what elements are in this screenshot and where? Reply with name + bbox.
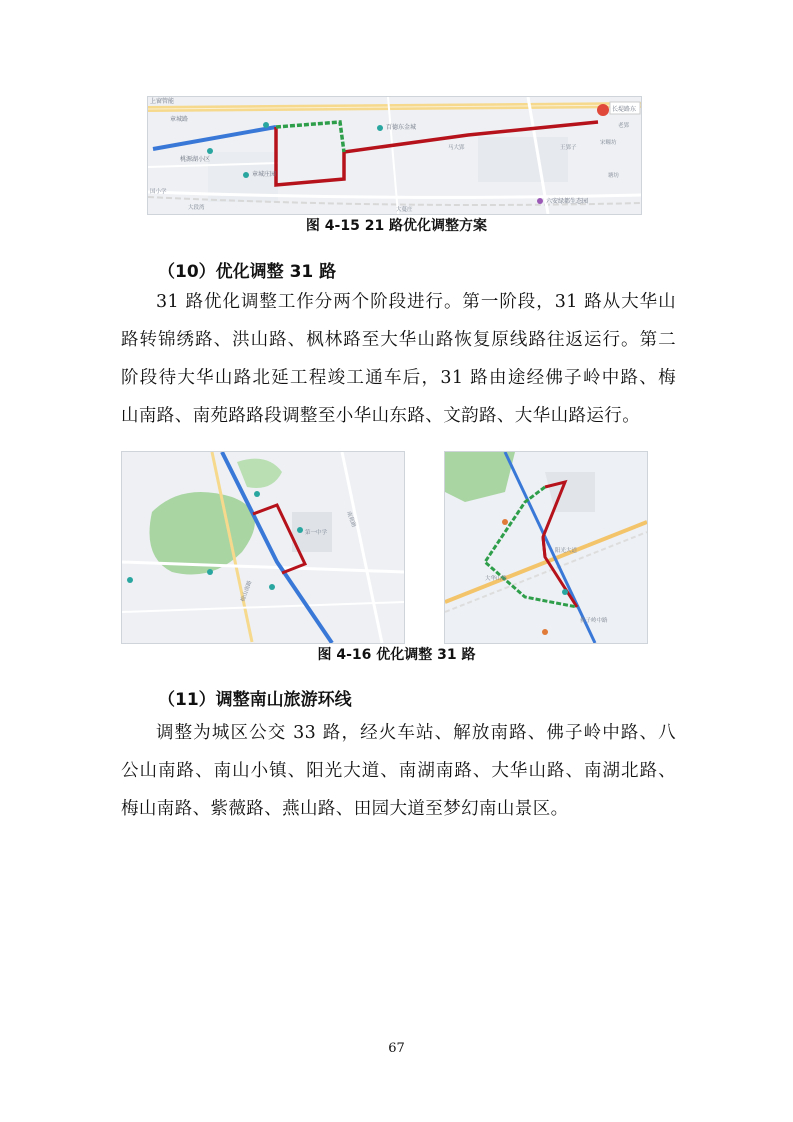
svg-text:王郢子: 王郢子 — [560, 145, 577, 151]
paragraph-line: 31 路优化调整工作分两个阶段进行。第一阶段，31 路从大华山 — [156, 292, 676, 312]
paragraph-line: 梅山南路、紫薇路、燕山路、田园大道至梦幻南山景区。 — [121, 799, 569, 819]
map-figure-4-16-left — [121, 451, 405, 644]
svg-text:六安绿都生态园: 六安绿都生态园 — [546, 198, 589, 205]
section-11-paragraph — [121, 714, 676, 828]
svg-text:宋疃坊: 宋疃坊 — [600, 140, 617, 146]
paragraph-line: 调整为城区公交 33 路，经火车站、解放南路、佛子岭中路、八 — [156, 723, 676, 743]
svg-text:大段湾: 大段湾 — [188, 205, 205, 211]
paragraph-line: 公山南路、南山小镇、阳光大道、南湖南路、大华山路、南湖北路、 — [121, 761, 676, 781]
section-10-heading: （10）优化调整 31 路 — [158, 262, 337, 282]
svg-text:章城庄园: 章城庄园 — [252, 171, 277, 178]
map-4-16-left-canvas — [122, 452, 404, 643]
paragraph-line: 山南路、南苑路路段调整至小华山东路、文韵路、大华山路运行。 — [121, 406, 641, 426]
paragraph-line: 阶段待大华山路北延工程竣工通车后，31 路由途经佛子岭中路、梅 — [121, 368, 676, 388]
map-4-15-canvas — [148, 97, 641, 214]
map-figure-4-15 — [147, 96, 642, 215]
svg-text:桃源湖小区: 桃源湖小区 — [180, 156, 211, 163]
svg-text:老郢: 老郢 — [618, 123, 630, 129]
svg-text:国小学: 国小学 — [150, 189, 167, 195]
svg-text:南苑路: 南苑路 — [345, 510, 357, 529]
map-4-16-right-canvas — [445, 452, 647, 643]
paragraph-line: 路转锦绣路、洪山路、枫林路至大华山路恢复原线路往返运行。第二 — [121, 330, 676, 350]
svg-text:百德东金城: 百德东金城 — [386, 124, 417, 131]
svg-text:第一中学: 第一中学 — [305, 530, 328, 536]
svg-text:阳光大道: 阳光大道 — [555, 548, 578, 554]
svg-text:上窗管能: 上窗管能 — [150, 98, 175, 105]
section-11-heading: （11）调整南山旅游环线 — [158, 690, 352, 710]
svg-text:梅山南路: 梅山南路 — [240, 579, 254, 603]
svg-text:马大郢: 马大郢 — [448, 145, 465, 151]
svg-text:章城路: 章城路 — [170, 116, 189, 123]
page-number: 67 — [388, 1041, 405, 1056]
map-figure-4-16-right — [444, 451, 648, 644]
svg-text:大蔓庄: 大蔓庄 — [396, 207, 413, 213]
svg-text:长堤路东: 长堤路东 — [612, 106, 637, 113]
figure-4-16-caption: 图 4-16 优化调整 31 路 — [317, 647, 476, 663]
figure-4-15-caption: 图 4-15 21 路优化调整方案 — [305, 218, 488, 234]
svg-text:大华山路: 大华山路 — [485, 576, 508, 582]
section-10-paragraph — [121, 283, 676, 435]
svg-text:塘坊: 塘坊 — [608, 173, 620, 179]
map-pin-icon — [597, 104, 609, 116]
svg-text:佛子岭中路: 佛子岭中路 — [580, 618, 608, 624]
